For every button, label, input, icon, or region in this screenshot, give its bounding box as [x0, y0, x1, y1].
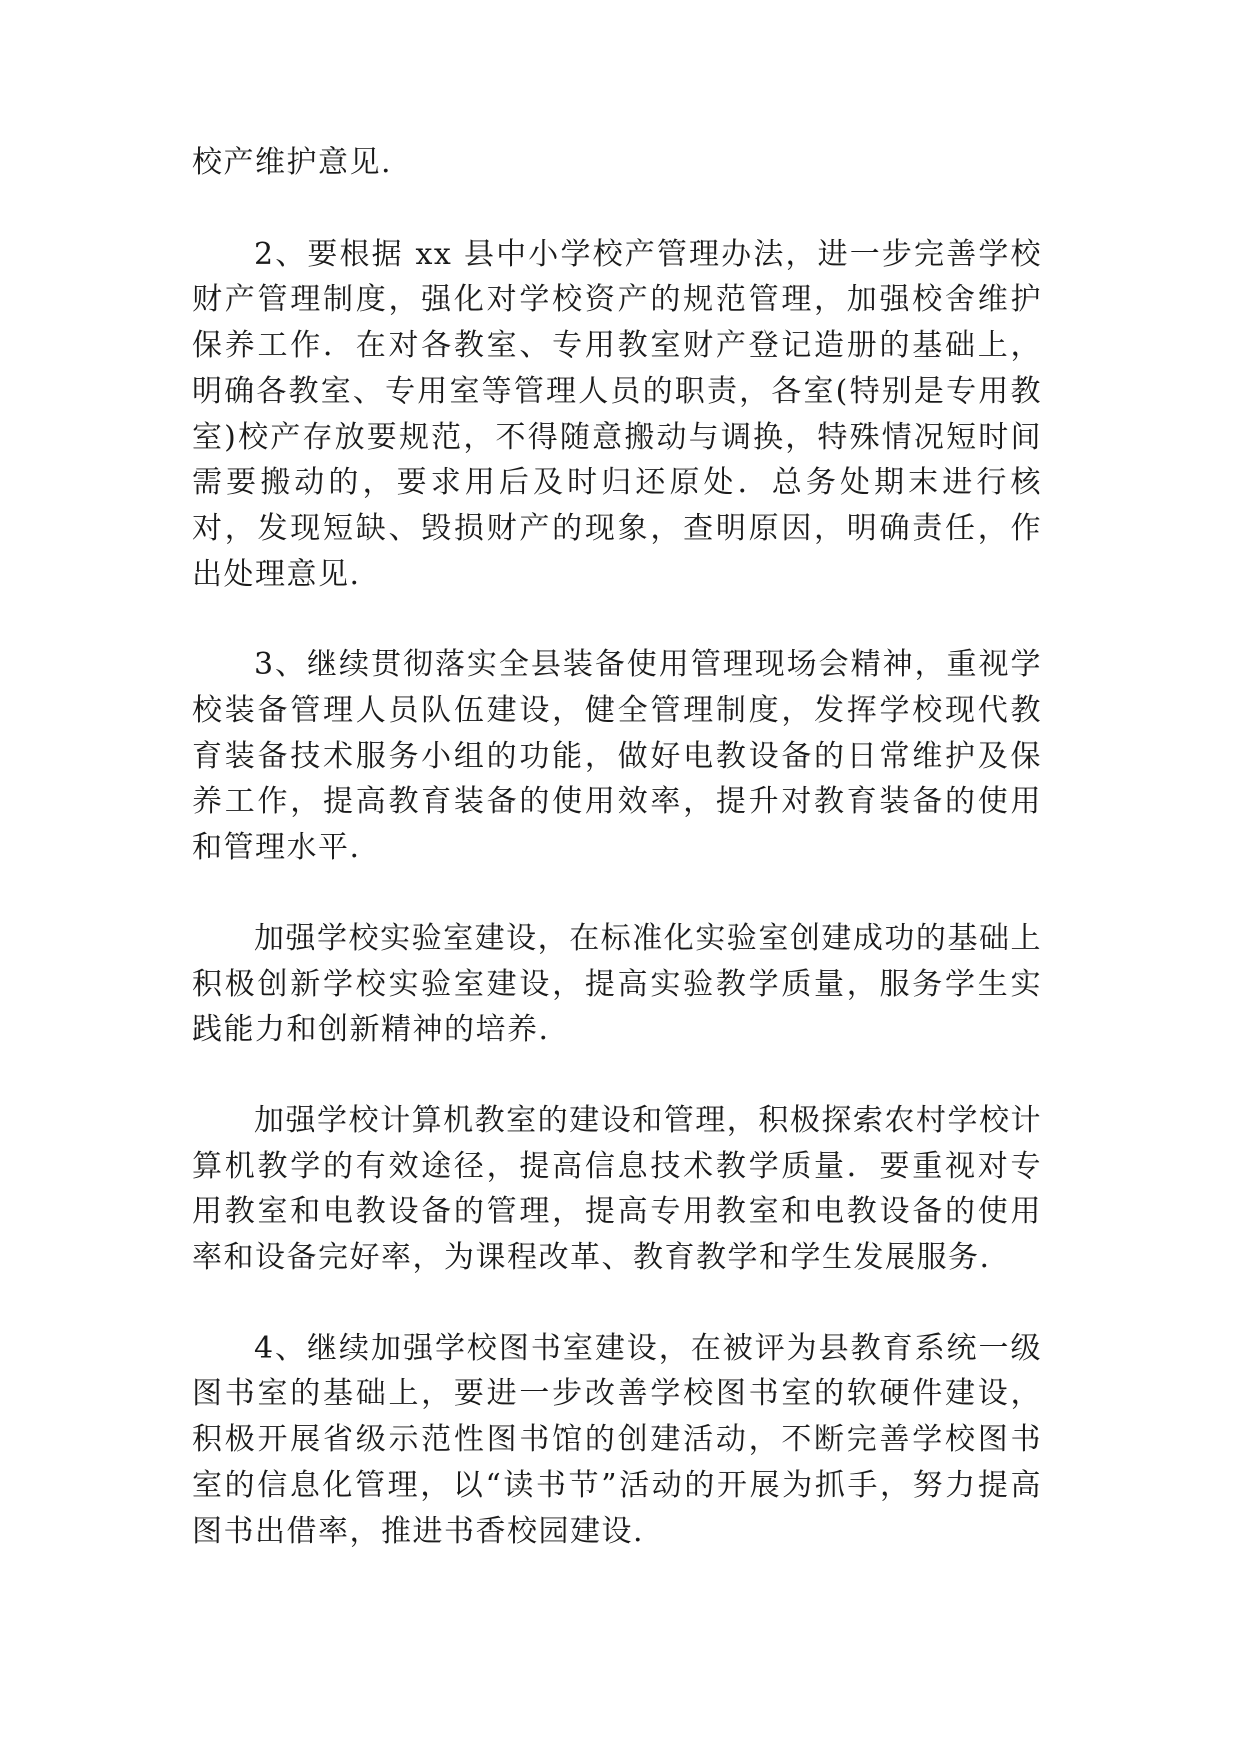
- paragraph-item-2: 2、要根据 xx 县中小学校产管理办法，进一步完善学校财产管理制度，强化对学校资产的规范管理，加强校舍维护保养工作．在对各教室、专用教室财产登记造册的基础上，明确各教室、专用室等管理人员的职责，各室(特别是专用教室)校产存放要规范，不得随意搬动与调换，特殊情况短时间需要搬动的，要求用后及时归还原处．总务处期末进行核对，发现短缺、毁损财产的现象，查明原因，明确责任，作出处理意见.: [192, 236, 1042, 592]
- paragraph-item-3: 3、继续贯彻落实全县装备使用管理现场会精神，重视学校装备管理人员队伍建设，健全管理制度，发挥学校现代教育装备技术服务小组的功能，做好电教设备的日常维护及保养工作，提高教育装备的使用效率，提升对教育装备的使用和管理水平.: [192, 647, 1042, 866]
- document-body: [192, 140, 1042, 1599]
- paragraph-computer-room: 加强学校计算机教室的建设和管理，积极探索农村学校计算机教学的有效途径，提高信息技术教学质量．要重视对专用教室和电教设备的管理，提高专用教室和电教设备的使用率和设备完好率，为课程改革、教育教学和学生发展服务.: [192, 1102, 1042, 1276]
- paragraph-laboratory: 加强学校实验室建设，在标准化实验室创建成功的基础上积极创新学校实验室建设，提高实验教学质量，服务学生实践能力和创新精神的培养.: [192, 920, 1042, 1048]
- paragraph-continuation: 校产维护意见.: [192, 145, 393, 180]
- paragraph-item-4: 4、继续加强学校图书室建设，在被评为县教育系统一级图书室的基础上，要进一步改善学校图书室的软硬件建设，积极开展省级示范性图书馆的创建活动，不断完善学校图书室的信息化管理，以“读书节”活动的开展为抓手，努力提高图书出借率，推进书香校园建设.: [192, 1330, 1042, 1549]
